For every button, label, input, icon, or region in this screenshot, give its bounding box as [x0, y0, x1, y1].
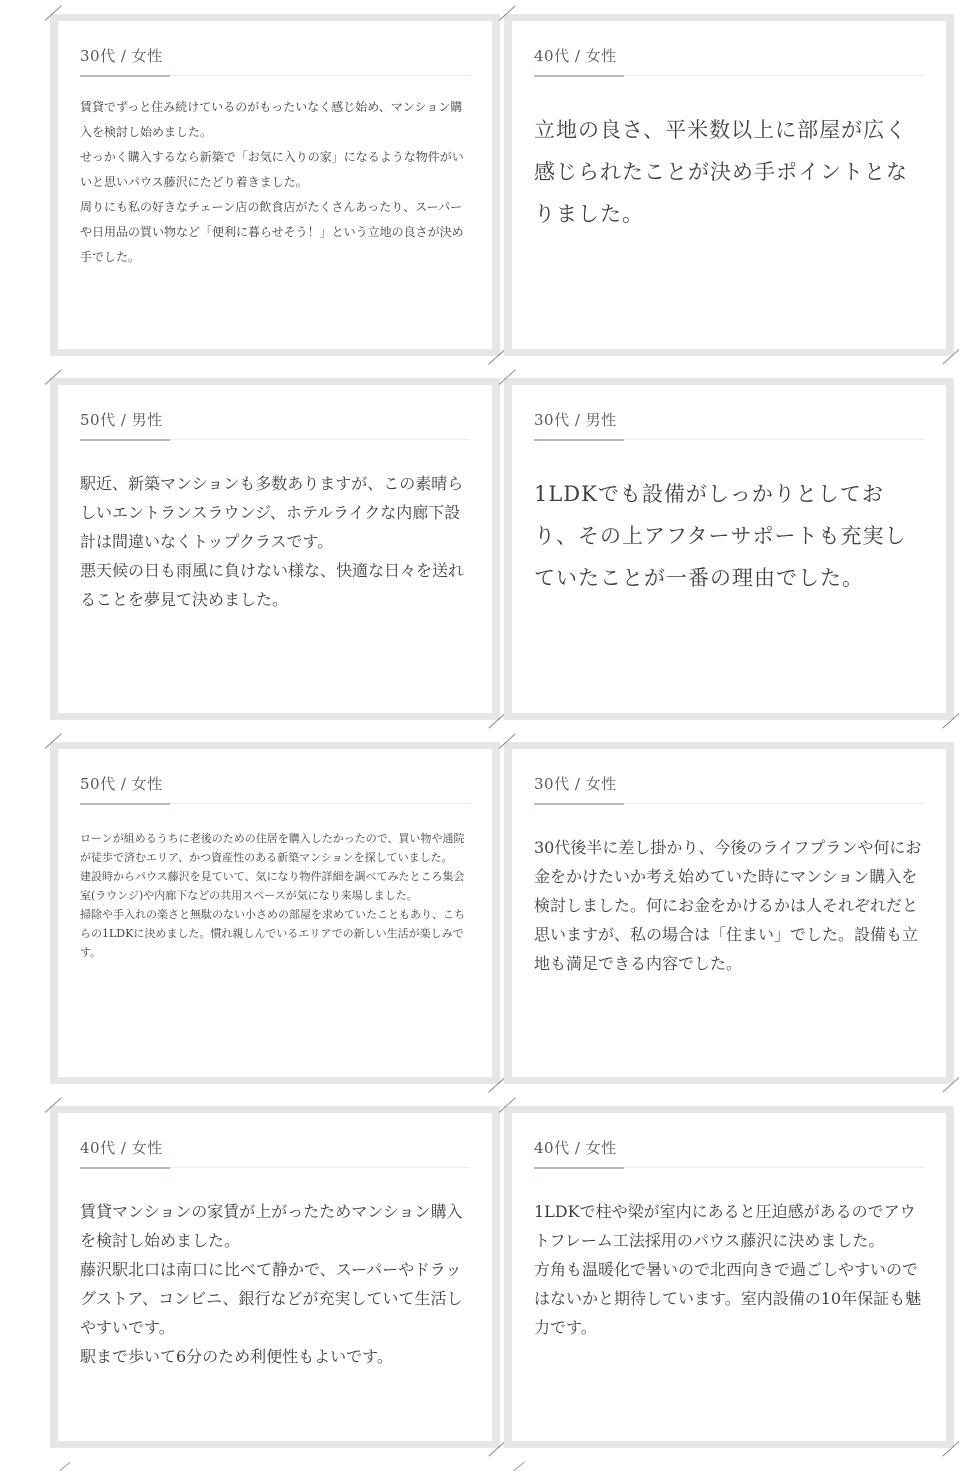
corner-mark — [499, 5, 516, 20]
corner-mark — [499, 1097, 516, 1112]
testimonial-label: 40代 / 女性 — [534, 1139, 617, 1157]
card-panel — [512, 749, 946, 1077]
corner-mark — [942, 349, 959, 364]
testimonial-card — [504, 1106, 954, 1448]
testimonial-text: ローンが組めるうちに老後のための住居を購入したかったので、買い物や通院が徒歩で済むエリア、かつ資産性のある新築マンションを探していました。 建設時からパウス藤沢を見ていて、気になり物件詳細を調べてみたところ集会室(ラウンジ)や内廊下などの共用スペースが気になり来場しました。 掃除や手入れの楽さと無駄のない小さめの部屋を求めていたこともあり、こちらの1LDKに決めました。慣れ親しんでいるエリアでの新しい生活が楽しみです。 — [80, 832, 465, 959]
divider — [80, 1167, 470, 1168]
card-panel — [58, 749, 492, 1077]
testimonial-label: 30代 / 女性 — [534, 775, 617, 793]
testimonial-label: 30代 / 男性 — [534, 411, 617, 429]
divider — [534, 75, 924, 76]
card-panel — [58, 1113, 492, 1441]
card-panel — [58, 21, 492, 349]
testimonial-label: 40代 / 女性 — [534, 47, 617, 65]
corner-mark — [488, 1441, 505, 1456]
corner-mark — [45, 5, 62, 20]
corner-mark — [45, 369, 62, 384]
divider — [534, 1167, 924, 1168]
divider — [80, 75, 470, 76]
testimonial-text: 駅近、新築マンションも多数ありますが、この素晴らしいエントランスラウンジ、ホテルライクな内廊下設計は間違いなくトップクラスです。 悪天候の日も雨風に負けない様な、快適な日々を送れることを夢見て決めました。 — [80, 474, 465, 609]
testimonial-card — [504, 742, 954, 1084]
testimonial-text: 1LDKで柱や梁が室内にあると圧迫感があるのでアウトフレーム工法採用のパウス藤沢に決めました。 方角も温暖化で暑いので北西向きで過ごしやすいのではないかと期待しています。室内設備の10年保証も魅力です。 — [534, 1202, 922, 1337]
testimonial-card — [50, 14, 500, 356]
divider — [80, 803, 470, 804]
card-panel — [58, 385, 492, 713]
corner-mark — [942, 713, 959, 728]
testimonial-card — [504, 14, 954, 356]
testimonial-label: 50代 / 女性 — [80, 775, 163, 793]
testimonial-card — [50, 378, 500, 720]
testimonial-text: 立地の良さ、平米数以上に部屋が広く感じられたことが決め手ポイントとなりました。 — [534, 118, 908, 226]
testimonial-card — [50, 742, 500, 1084]
corner-mark — [499, 369, 516, 384]
corner-mark — [488, 349, 505, 364]
card-panel — [512, 21, 946, 349]
testimonial-card — [504, 378, 954, 720]
card-panel — [512, 1113, 946, 1441]
testimonial-card — [50, 1106, 500, 1448]
testimonial-text: 30代後半に差し掛かり、今後のライフプランや何にお金をかけたいか考え始めていた時にマンション購入を検討しました。何にお金をかけるかは人それぞれだと思いますが、私の場合は「住まい」でした。設備も立地も満足できる内容でした。 — [534, 838, 922, 973]
divider — [80, 439, 470, 440]
testimonial-text: 賃貸でずっと住み続けているのがもったいなく感じ始め、マンション購入を検討し始めました。 せっかく購入するなら新築で「お気に入りの家」になるような物件がいいと思いパウス藤沢にたどり着きました。 周りにも私の好きなチェーン店の飲食店がたくさんあったり、スーパーや日用品の買い物など「便利に暮らせそう！」という立地の良さが決め手でした。 — [80, 100, 464, 264]
corner-mark — [942, 1077, 959, 1092]
card-panel — [512, 385, 946, 713]
corner-mark — [499, 733, 516, 748]
corner-mark — [513, 1462, 524, 1471]
corner-mark — [59, 1462, 70, 1471]
testimonial-label: 40代 / 女性 — [80, 1139, 163, 1157]
corner-mark — [942, 1441, 959, 1456]
testimonial-label: 50代 / 男性 — [80, 411, 163, 429]
divider — [534, 439, 924, 440]
corner-mark — [45, 1097, 62, 1112]
corner-mark — [488, 713, 505, 728]
testimonial-text: 1LDKでも設備がしっかりとしており、その上アフターサポートも充実していたことが一番の理由でした。 — [534, 482, 907, 590]
testimonial-text: 賃貸マンションの家賃が上がったためマンション購入を検討し始めました。 藤沢駅北口は南口に比べて静かで、スーパーやドラッグストア、コンビニ、銀行などが充実していて生活しやすいです。 駅まで歩いて6分のため利便性もよいです。 — [80, 1202, 463, 1366]
testimonial-label: 30代 / 女性 — [80, 47, 163, 65]
divider — [534, 803, 924, 804]
corner-mark — [488, 1077, 505, 1092]
corner-mark — [45, 733, 62, 748]
